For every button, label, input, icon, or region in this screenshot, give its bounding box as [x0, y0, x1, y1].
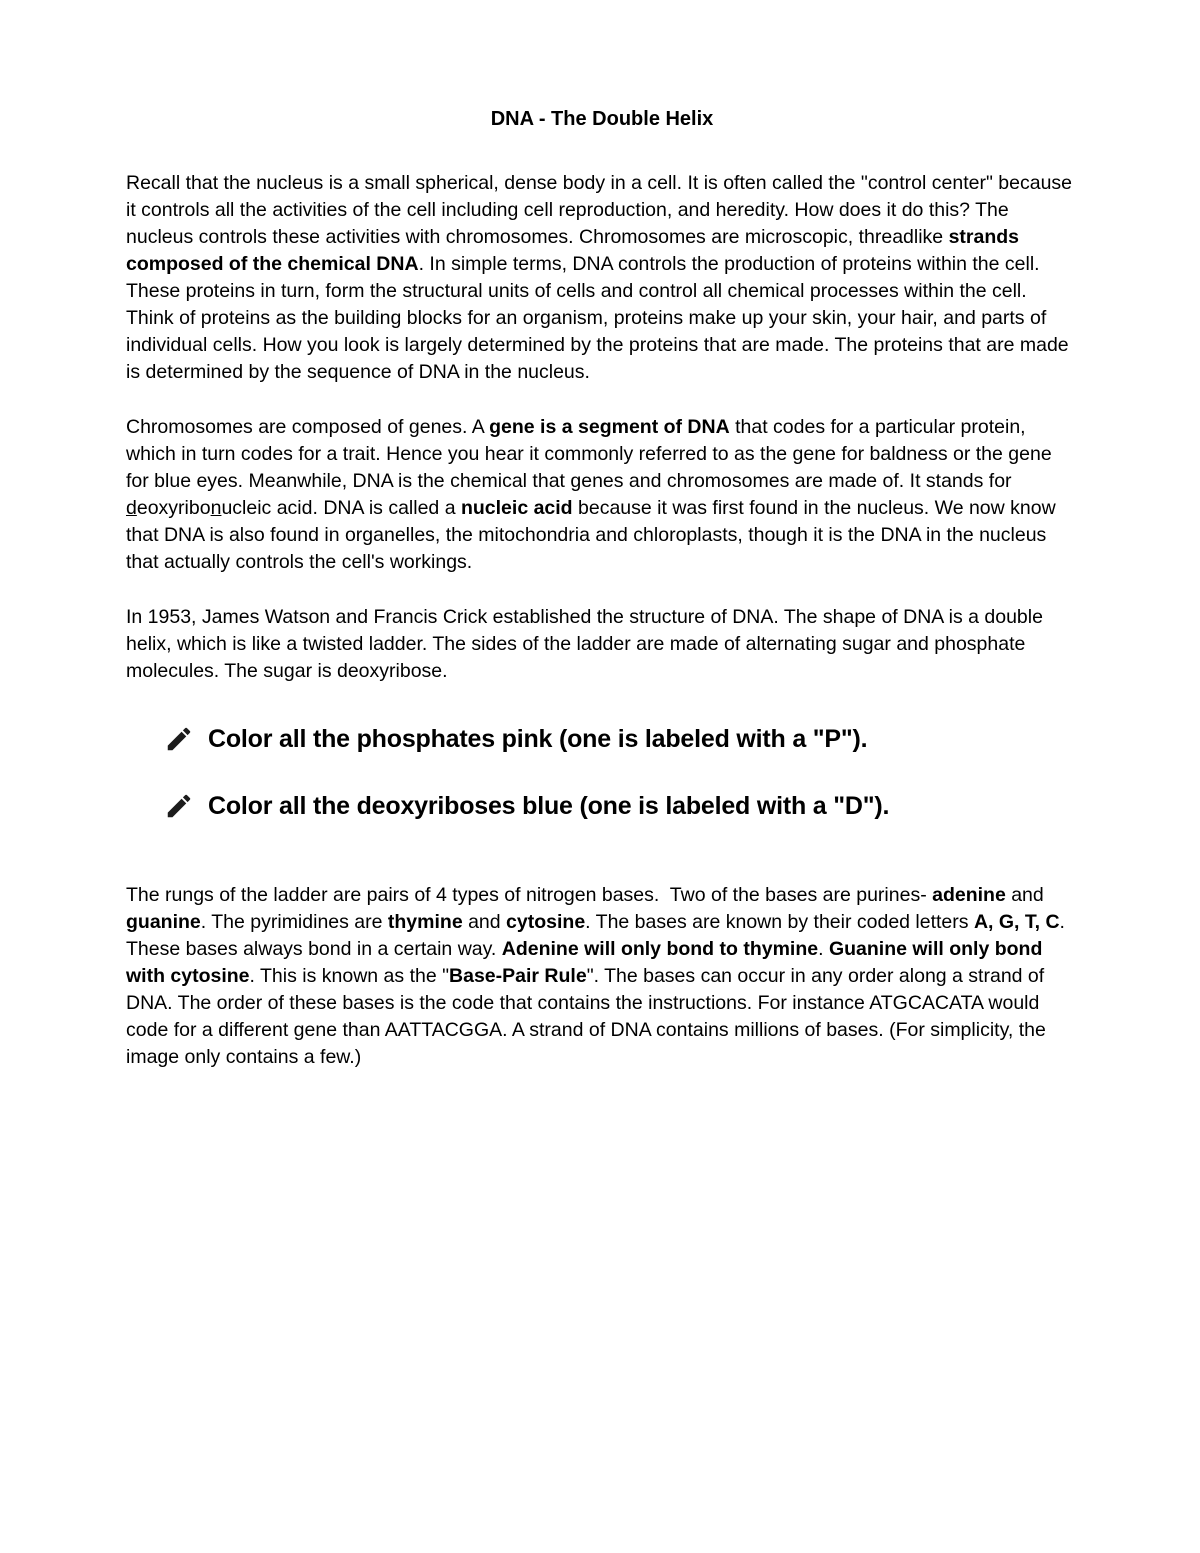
- instruction-text-deoxyriboses: Color all the deoxyriboses blue (one is labeled with a "D").: [208, 792, 890, 820]
- paragraph-watson-crick: In 1953, James Watson and Francis Crick established the structure of DNA. The shape of DNA is a double helix, which is like a twisted ladder. The sides of the ladder are made of alternating sugar and phosphate molecules. The sugar is deoxyribose.: [126, 606, 1049, 682]
- paragraph-nucleus-control-center: Recall that the nucleus is a small spherical, dense body in a cell. It is often called the "control center" because it controls all the activities of the cell including cell reproduction, and heredity. How does it do this? The nucleus controls these activities with chromosomes. Chromosomes are microscopic, threadlike strands composed of the chemical DNA. In simple terms, DNA controls the production of proteins within the cell. These proteins in turn, form the structural units of cells and control all chemical processes within the cell. Think of proteins as the building blocks for an organism, proteins make up your skin, your hair, and parts of individual cells. How you look is largely determined by the proteins that are made. The proteins that are made is determined by the sequence of DNA in the nucleus.: [126, 172, 1078, 383]
- instruction-text-phosphates: Color all the phosphates pink (one is labeled with a "P").: [208, 725, 868, 753]
- instruction-item-phosphates: [163, 722, 1078, 756]
- paragraph-nitrogen-bases: The rungs of the ladder are pairs of 4 types of nitrogen bases. Two of the bases are purines- adenine and guanine. The pyrimidines are thymine and cytosine. The bases are known by their coded letters A, G, T, C. These bases always bond in a certain way. Adenine will only bond to thymine. Guanine will only bond with cytosine. This is known as the "Base-Pair Rule". The bases can occur in any order along a strand of DNA. The order of these bases is the code that contains the instructions. For instance ATGCACATA would code for a different gene than AATTACGGA. A strand of DNA contains millions of bases. (For simplicity, the image only contains a few.): [126, 884, 1071, 1068]
- pencil-icon: [163, 790, 195, 822]
- document-title: DNA - The Double Helix: [490, 108, 714, 130]
- instruction-item-deoxyriboses: [163, 789, 1078, 823]
- paragraph-chromosomes-genes: Chromosomes are composed of genes. A gene is a segment of DNA that codes for a particular protein, which in turn codes for a trait. Hence you hear it commonly referred to as the gene for baldness or the gene for blue eyes. Meanwhile, DNA is the chemical that genes and chromosomes are made of. It stands for deoxyribonucleic acid. DNA is called a nucleic acid because it was first found in the nucleus. We now know that DNA is also found in organelles, the mitochondria and chloroplasts, though it is the DNA in the nucleus that actually controls the cell's workings.: [126, 416, 1062, 573]
- coloring-instructions: [126, 722, 1078, 823]
- pencil-icon: [163, 723, 195, 755]
